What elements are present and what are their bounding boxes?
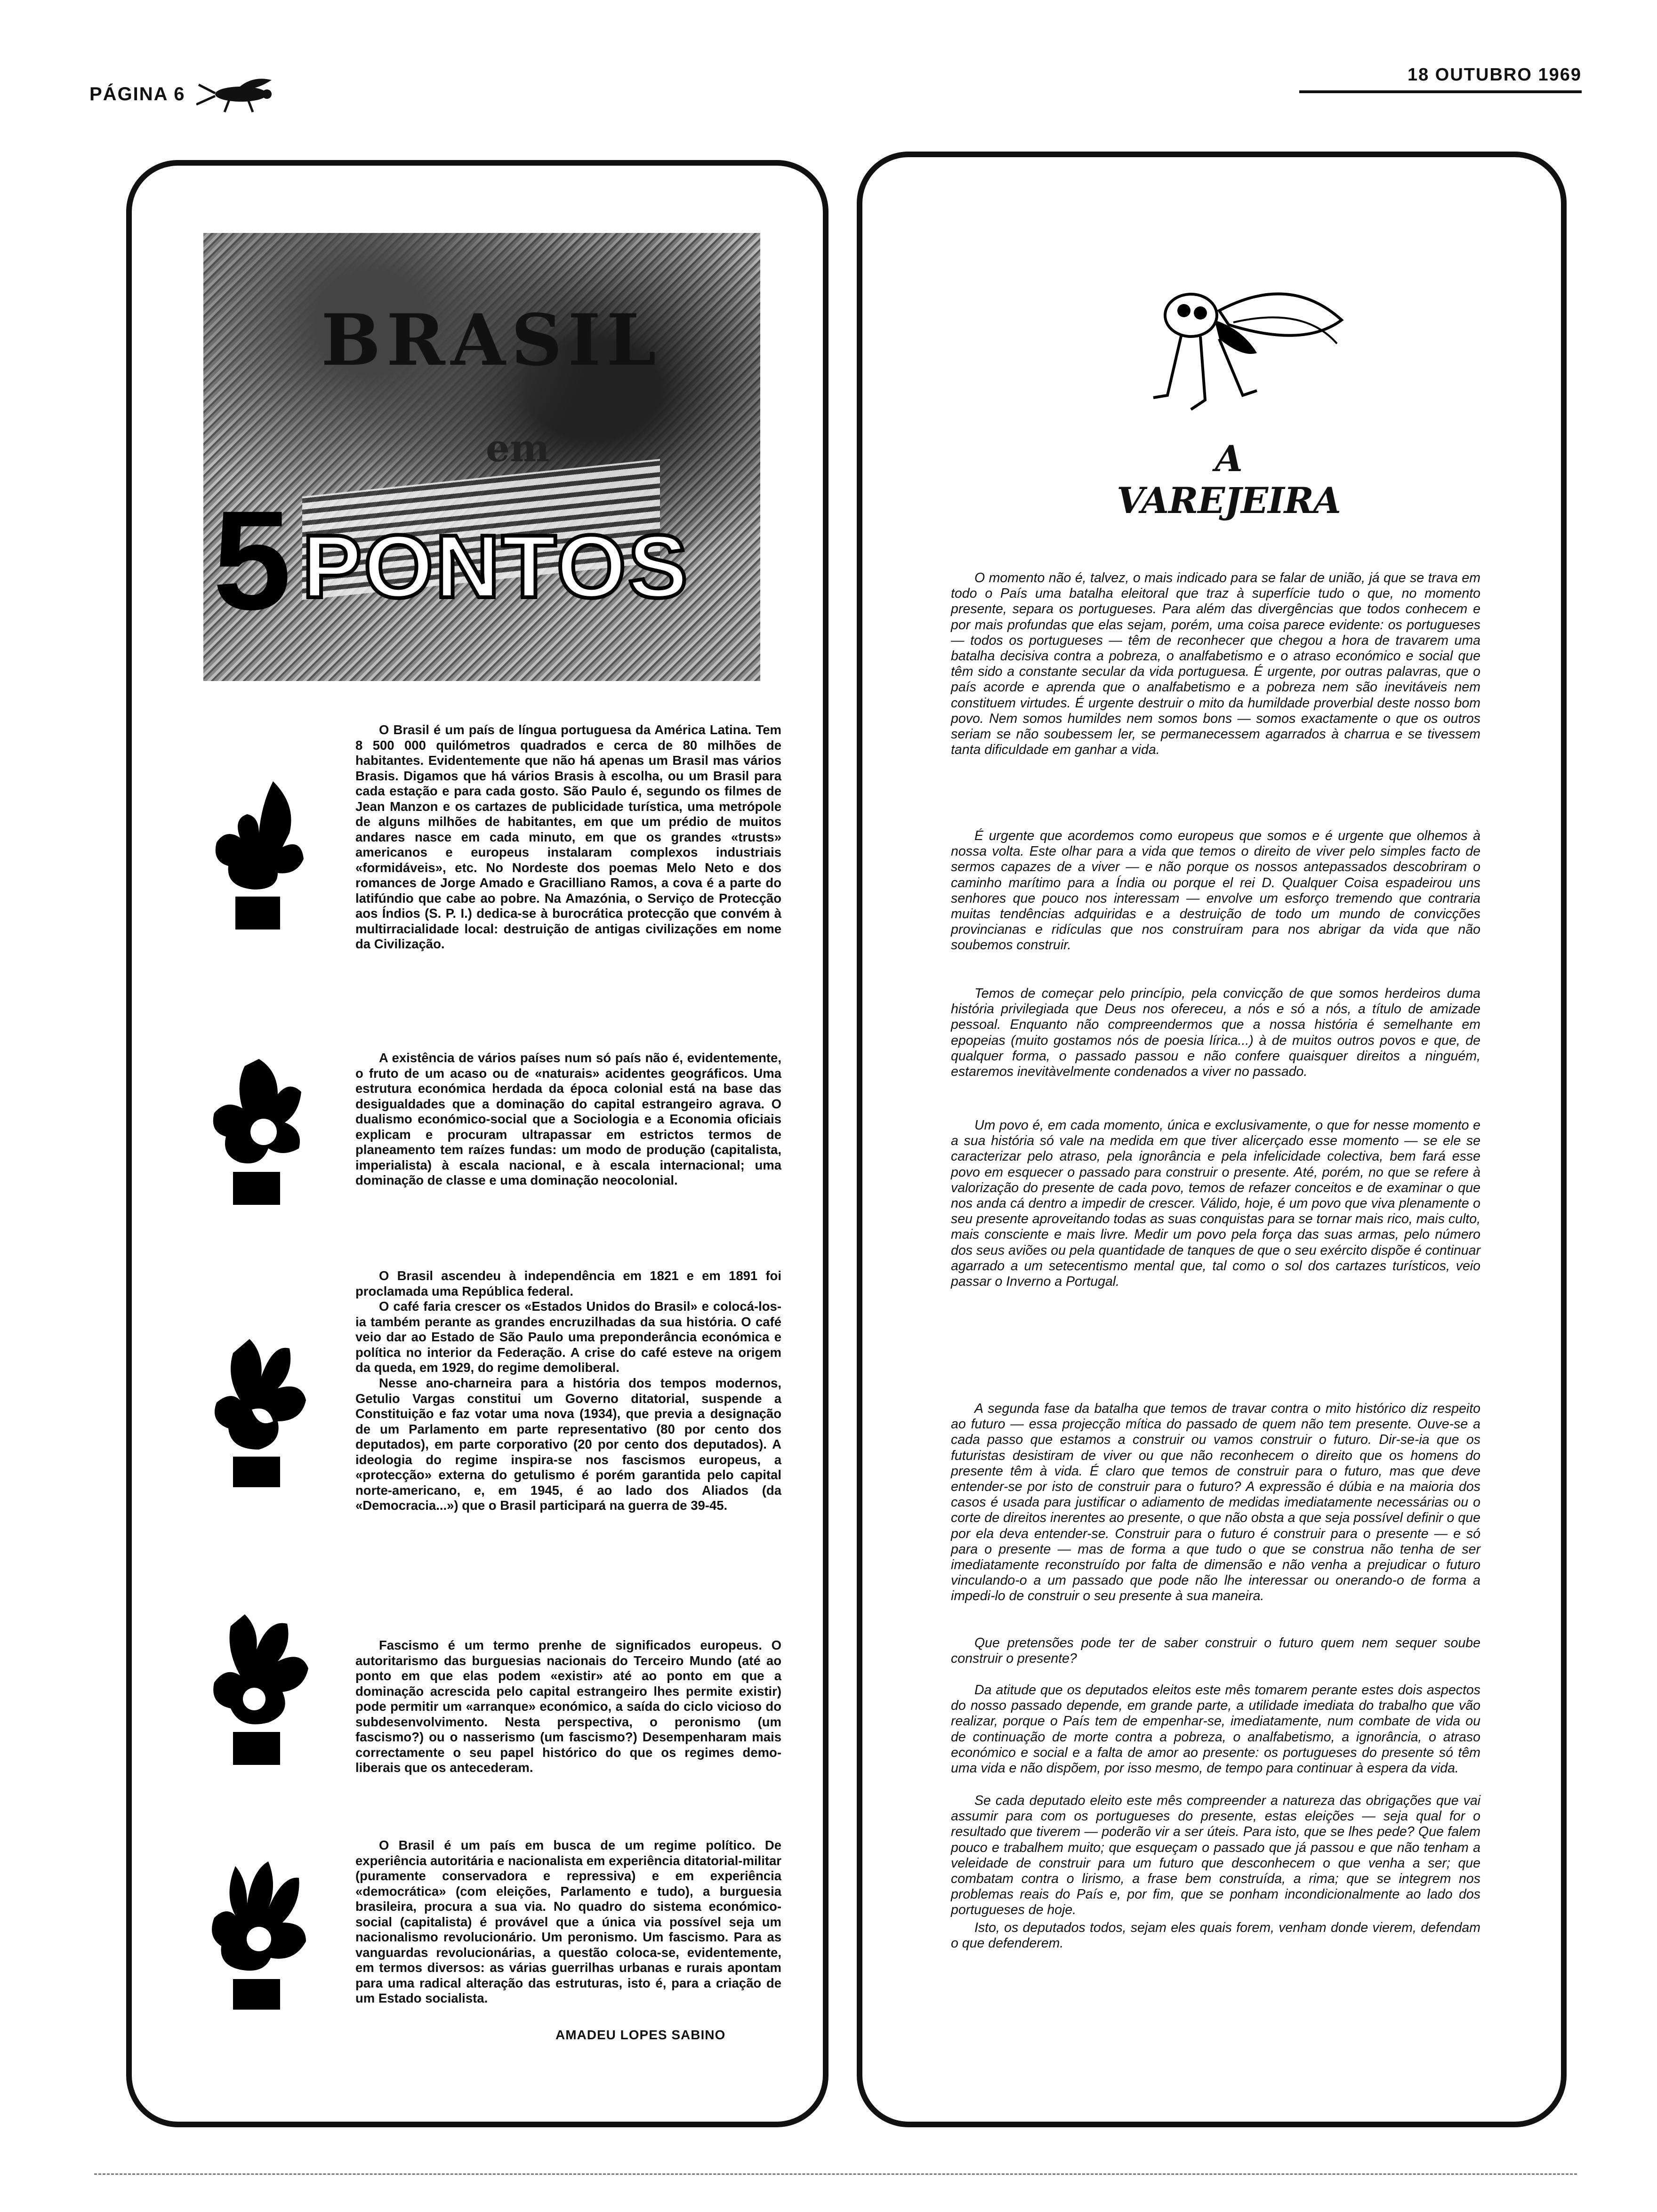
left-paragraph-3: O Brasil ascendeu à independência em 1821 e em 1891 foi proclamada uma República federal. — [355, 1268, 781, 1298]
hand-point-3-icon — [207, 1334, 315, 1490]
fly-logo-icon — [196, 75, 276, 113]
right-paragraph-2: É urgente que acordemos como europeus que somos e é urgente que olhemos à nossa volta. Este olhar para a vida que temos o direito de viver pelo simples facto de sermos capazes de a viver — e não porque os nossos antepassados descobriram o caminho marítimo para a Índia ou porque el rei D. Qualquer Coisa espadeirou uns senhores que pouco nos interessam — envolve um esforço tremendo que contraria muitas tendências adquiridas e a destruição de todo um mundo de convicções provincianas e ridículas que nos construíram para nos abrigar da vida que não soubemos construir. — [951, 828, 1480, 953]
left-paragraph-2: A existência de vários países num só país não é, evidentemente, o fruto de um acaso ou de «naturais» acidentes geográficos. Uma estrutura económica herdada da época colonial está na base das desigualdades que a dominação do capital estrangeiro agrava. O dualismo económico-social que a Sociologia e a Economia oficiais explicam e procuram ultrapassar em estrictos termos de planeamento tem raízes fundas: um modo de produção (capitalista, imperialista) à escala nacional, e à escala internacional; uma dominação de classe e uma dominação neocolonial. — [355, 1050, 781, 1187]
page-number: PÁGINA 6 — [89, 83, 185, 104]
right-paragraph-3: Temos de começar pelo princípio, pela convicção de que somos herdeiros duma história privilegiada que Deus nos ofereceu, a nós e só a nós, a título de amizade pessoal. Enquanto não compreendermos que a nossa história é semelhante em epopeias (muito gostamos nós de poesia lírica...) à de muitos outros povos e que, de qualquer forma, o passado passou e não confere quaisquer direitos a ninguém, estaremos inevitàvelmente condenados a viver no passado. — [951, 986, 1480, 1080]
image-title-brasil: BRASIL — [321, 299, 662, 382]
left-paragraph-7: O Brasil é um país em busca de um regime político. De experiência autoritária e nacionalista em experiência ditatorial-militar (puramente conservadora e repressiva) e em experiência «democrática» (com eleições, Parlamento e tudo), a burguesia brasileira, procura a sua via. No quadro do sistema económico-social (capitalista) é provável que a única via possível seja um nacionalismo revolucionário. Um peronismo. Um fascismo. Para as vanguardas revolucionárias, a questão coloca-se, evidentemente, em termos diversos: as várias guerrilhas urbanas e rurais apontam para uma radical alteração das estruturas, isto é, para a criação de um Estado socialista. — [355, 1838, 781, 2005]
left-paragraph-5: Nesse ano-charneira para a história dos tempos modernos, Getulio Vargas constitui um Governo ditatorial, suspende a Constituição e faz votar uma nova (1934), que previa a designação de um Parlamento em parte representativo (80 por cento dos deputados), em parte corporativo (20 por cento dos deputados). A ideologia do regime inspira-se nos fascismos europeus, a «protecção» externa do getulismo é porém garantida pelo capital norte-americano, e, em 1945, é ao lado dos Aliados (da «Democracia...») que o Brasil participará na guerra de 39-45. — [355, 1376, 781, 1513]
page-header-left — [89, 75, 276, 113]
varejeira-fly-illustration-icon — [1149, 278, 1351, 424]
hand-point-2-icon — [207, 1052, 315, 1207]
header-rule — [1299, 90, 1582, 93]
right-paragraph-6: Que pretensões pode ter de saber construir o futuro quem nem sequer soube construir o presente? — [951, 1635, 1480, 1667]
hand-point-4-icon — [207, 1612, 315, 1767]
right-paragraph-1: O momento não é, talvez, o mais indicado para se falar de união, já que se trava em todo o País uma batalha eleitoral que traz à superfície tudo o que, no momento presente, separa os portugueses. Para além das divergências que todos conhecem e por mais profundas que elas sejam, porém, uma coisa parece evidente: os portugueses — todos os portugueses — têm de reconhecer que chegou a hora de travarem uma batalha decisiva contra a pobreza, o analfabetismo e o atraso económico e social que têm sido a constante secular da vida portuguesa. É urgente, por outras palavras, que o país acorde e aprenda que o analfabetismo e a pobreza nem são inevitáveis nem constituem virtudes. É urgente destruir o mito da humildade proverbial deste nosso bom povo. Nem somos humildes nem somos bons — somos exactamente o que os outros seriam se não soubessem ler, se permanecessem agarrados à charrua e se tivessem tanta dificuldade em ganhar a vida. — [951, 570, 1480, 758]
image-title-number: 5 — [213, 481, 291, 639]
bottom-rule — [94, 2173, 1577, 2175]
author-signature: AMADEU LOPES SABINO — [555, 2028, 726, 2042]
right-paragraph-7: Da atitude que os deputados eleitos este mês tomarem perante estes dois aspectos do nosso passado depende, em grande parte, a utilidade imediata do trabalho que vão realizar, porque o País tem de empenhar-se, imediatamente, num combate de vida ou de continuação de morte contra a pobreza, o analfabetismo, a ignorância, o atraso económico e social e a falta de amor ao presente: os portugueses do presente só têm uma vida e não dispõem, por isso mesmo, de tempo para continuar à espera da vida. — [951, 1683, 1480, 1776]
right-paragraph-4: Um povo é, em cada momento, única e exclusivamente, o que for nesse momento e a sua história só vale na medida em que tiver alicerçado esse momento — se ele se caracterizar pelo atraso, pela ignorância e pela infelicidade colectiva, bem fará esse povo em esquecer o passado para construir o presente. Até, porém, no que se refere à valorização do presente de cada povo, temos de refazer conceitos e de examinar o que nos anda cá dentro a impedir de crescer. Válido, hoje, é um povo que viva plenamente o seu presente aproveitando todas as suas conquistas para se tornar mais rico, mais culto, mais consciente e mais livre. Medir um povo pela força das suas armas, pelo número dos seus aviões ou pela quantidade de tanques de que o seu exército dispõe é continuar agarrado a um setecentismo mental que, tal como o sol dos cartazes turísticos, veio passar o Inverno a Portugal. — [951, 1118, 1480, 1290]
issue-date: 18 OUTUBRO 1969 — [1407, 65, 1582, 85]
right-paragraph-9: Isto, os deputados todos, sejam eles quais forem, venham donde vierem, defendam o que defenderem. — [951, 1920, 1480, 1951]
image-title-em: em — [486, 426, 550, 470]
brasil-collage-image — [203, 233, 760, 681]
image-title-pontos: PONTOS — [302, 517, 690, 617]
hand-point-5-icon — [207, 1857, 315, 2012]
left-paragraph-6: Fascismo é um termo prenhe de significados europeus. O autoritarismo das burguesias nacionais do Terceiro Mundo (até ao ponto em que elas podem «existir» até ao ponto em que a dominação acrescida pelo capital estrangeiro lhes permite existir) pode permitir um «arranque» económico, a saída do ciclo vicioso do subdesenvolvimento. Nesta perspectiva, o peronismo (um fascismo?) ou o nasserismo (um fascismo?) Desempenharam mais correctamente o seu papel histórico do que os regimes demo-liberais que os antecederam. — [355, 1638, 781, 1775]
left-paragraph-1: O Brasil é um país de língua portuguesa da América Latina. Tem 8 500 000 quilómetros quadrados e cerca de 80 milhões de habitantes. Evidentemente que não há apenas um Brasil mas vários Brasis. Digamos que há vários Brasis à escolha, ou um Brasil para cada estação e para cada gosto. São Paulo é, segundo os filmes de Jean Manzon e os cartazes de publicidade turística, uma metrópole de alguns milhões de habitantes, em que um prédio de muitos andares nasce em cada minuto, em que os grandes «trusts» americanos e europeus instalaram complexos industriais «formidáveis», etc. No Nordeste dos poemas Melo Neto e dos romances de Jorge Amado e Gracilliano Ramos, a cova é a parte do latifúndio que cabe ao pobre. Na Amazónia, o Serviço de Protecção aos Índios (S. P. I.) dedica-se à burocrática protecção que convém à multirracialidade local: destruição de antigas civilizações em nome da Civilização. — [355, 722, 781, 951]
right-paragraph-5: A segunda fase da batalha que temos de travar contra o mito histórico diz respeito ao futuro — essa projecção mítica do passado de quem não tem presente. Ouve-se a cada passo que estamos a construir ou vamos construir o futuro. Dir-se-ia que os futuristas desistiram de viver ou que não reconhecem o direito que os homens do presente têm à vida. É claro que temos de construir para o futuro, mas que deve entender-se por isto de construir para o futuro? A expressão é dúbia e na maioria dos casos é usada para justificar o adiamento de medidas imediatamente necessárias ou o corte de direitos inerentes ao presente, o que não obsta a que seja possível definir o que por ela deva entender-se. Construir para o futuro é construir para o presente — e só para o presente — mas de forma a que tudo o que se construa não tenha de ser imediatamente reconstruído por falta de dimensão e não venha a prejudicar o futuro vinculando-o a um passado que pode não lhe interessar ou onerando-o de forma a impedi-lo de construir o seu presente à sua maneira. — [951, 1401, 1480, 1604]
varejeira-masthead: A VAREJEIRA — [1117, 438, 1341, 521]
right-paragraph-8: Se cada deputado eleito este mês compreender a natureza das obrigações que vai assumir para com os portugueses do presente, estas eleições — seja qual for o resultado que tiverem — poderão vir a ser úteis. Para isto, que se lhes pede? Que falem pouco e trabalhem muito; que esqueçam o passado que já passou e que não tenham a veleidade de construir para um futuro que desconhecem o que venha a ser; que combatam contra o lirismo, a frase bem construída, a rima; que se integrem nos problemas reais do País e, por fim, que se ponham incondicionalmente ao lado dos portugueses de hoje. — [951, 1793, 1480, 1918]
left-paragraph-4: O café faria crescer os «Estados Unidos do Brasil» e colocá-los-ia também perante as grandes encruzilhadas da sua história. O café veio dar ao Estado de São Paulo uma preponderância económica e política no interior da Federação. A crise do café esteve na origem da queda, em 1929, do regime demoliberal. — [355, 1299, 781, 1375]
hand-point-1-icon — [207, 777, 315, 932]
